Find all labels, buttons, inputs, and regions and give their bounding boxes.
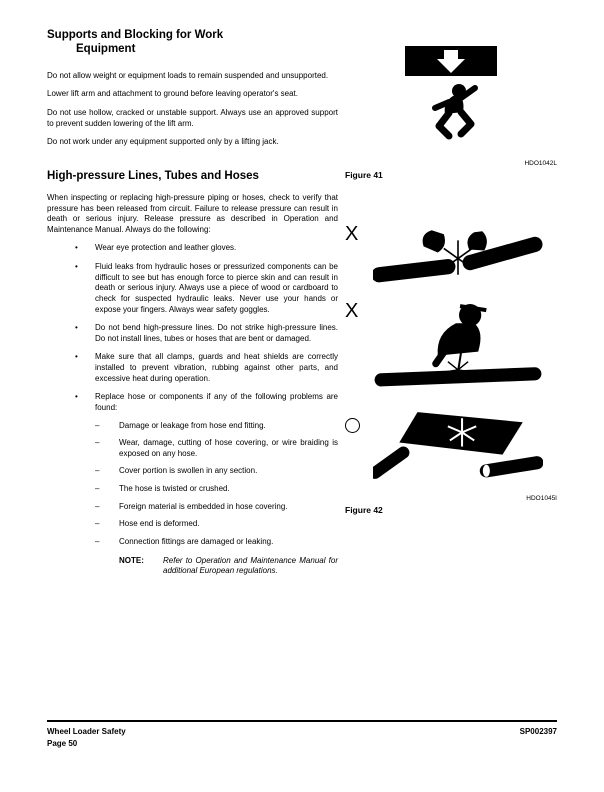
face-over-leak-illustration: [373, 299, 543, 392]
cardboard-check-illustration: [373, 406, 543, 481]
footer-left: [47, 726, 126, 750]
section2-intro: When inspecting or replacing high-pressure piping or hoses, check to verify that pressure has been released from circuit. Failure to release pressure can result in death or serious injury. Release pressure as described in Operation and Maintenance Manual. Always do the following:: [47, 192, 338, 234]
figure-42: [345, 222, 557, 515]
bullet-text: Make sure that all clamps, guards and heat shields are correctly installed to prevent vibration, rubbing against other parts, and excessive heat during operation.: [95, 352, 338, 383]
bullet-text: Replace hose or components if any of the following problems are found:: [95, 392, 338, 412]
dash-text: Damage or leakage from hose end fitting.: [119, 420, 266, 430]
bullet-marker: •: [75, 323, 78, 333]
figure-41-image: [403, 46, 499, 155]
dash-marker: –: [95, 438, 100, 448]
note-label: NOTE:: [119, 555, 144, 565]
bullet-item: [47, 352, 338, 384]
x-mark-icon: X: [345, 300, 359, 322]
paragraph: Lower lift arm and attachment to ground before leaving operator's seat.: [47, 89, 299, 99]
figure-42-row-2: [345, 299, 557, 392]
dash-text: Wear, damage, cutting of hose covering, or wire braiding is exposed on any hose.: [119, 438, 338, 458]
crush-hazard-illustration: [403, 46, 499, 150]
bullet-item: [47, 243, 338, 254]
bullet-marker: •: [75, 243, 78, 253]
prohibited-mark-1: [345, 222, 373, 245]
section1-title-line1: Supports and Blocking for Work: [47, 29, 224, 41]
bullet-item: [47, 392, 338, 413]
figure-41: [345, 46, 557, 180]
bullet-text: Fluid leaks from hydraulic hoses or pressurized components can be difficult to see but has enough force to pierce skin and can result in death or serious injury. Always use a piece of wood or cardboard to check for suspected hydraulic leaks. Never use your hands or expose your fingers. Always wear safety goggles.: [95, 262, 338, 314]
prohibited-mark-2: [345, 299, 373, 322]
dash-marker: –: [95, 466, 100, 476]
bullet-marker: •: [75, 352, 78, 362]
figure-41-code: HDO1042L: [524, 160, 557, 167]
dash-item: [47, 438, 338, 459]
dash-item: [47, 484, 338, 495]
dash-item: [47, 537, 338, 548]
bullet-item: [47, 262, 338, 315]
x-mark-icon: X: [345, 223, 359, 245]
dash-item: [47, 421, 338, 432]
note-text: Refer to Operation and Maintenance Manual for additional European regulations.: [163, 555, 338, 576]
footer-doc-code: SP002397: [519, 727, 557, 736]
dash-marker: –: [95, 519, 100, 529]
circle-mark-icon: [345, 418, 360, 433]
figure-41-caption: Figure 41: [345, 170, 383, 180]
dash-marker: –: [95, 501, 100, 511]
bullet-text: Wear eye protection and leather gloves.: [95, 243, 237, 253]
dash-text: Foreign material is embedded in hose covering.: [119, 501, 288, 511]
footer-page-number: Page 50: [47, 739, 78, 748]
footer-doc-title: Wheel Loader Safety: [47, 727, 126, 736]
section2-title: High-pressure Lines, Tubes and Hoses: [47, 169, 259, 182]
dash-item: [47, 519, 338, 530]
section1-title-line2: Equipment: [76, 43, 136, 56]
dash-marker: –: [95, 484, 100, 493]
figure-42-row-3: [345, 406, 557, 481]
section1-title: [47, 28, 338, 57]
dash-item: [47, 502, 338, 513]
dash-item: [47, 466, 338, 477]
dash-text: Cover portion is swollen in any section.: [119, 466, 258, 476]
hands-on-leak-illustration: [373, 222, 543, 285]
bullet-marker: •: [75, 262, 78, 271]
paragraph: Do not work under any equipment supported only by a lifting jack.: [47, 137, 279, 147]
figure-42-row-1: [345, 222, 557, 285]
dash-text: Hose end is deformed.: [119, 519, 200, 529]
note: [47, 556, 338, 577]
allowed-mark: [345, 406, 373, 433]
bullet-item: [47, 323, 338, 344]
figure-42-caption: Figure 42: [345, 505, 383, 515]
page-footer: [47, 720, 557, 750]
dash-marker: –: [95, 420, 100, 430]
bullet-text: Do not bend high-pressure lines. Do not strike high-pressure lines. Do not install lines, tubes or hoses that are bent or damaged.: [95, 323, 338, 343]
dash-text: Connection fittings are damaged or leaking.: [119, 536, 274, 546]
bullet-marker: •: [75, 392, 78, 402]
dash-text: The hose is twisted or crushed.: [119, 484, 230, 493]
dash-marker: –: [95, 536, 100, 546]
paragraph: Do not allow weight or equipment loads to remain suspended and unsupported.: [47, 70, 329, 80]
figure-42-code: HDO1045I: [526, 495, 557, 502]
text-column: [47, 28, 338, 577]
paragraph: Do not use hollow, cracked or unstable support. Always use an approved support to prevent sudden lowering of the lift arm.: [47, 108, 338, 128]
